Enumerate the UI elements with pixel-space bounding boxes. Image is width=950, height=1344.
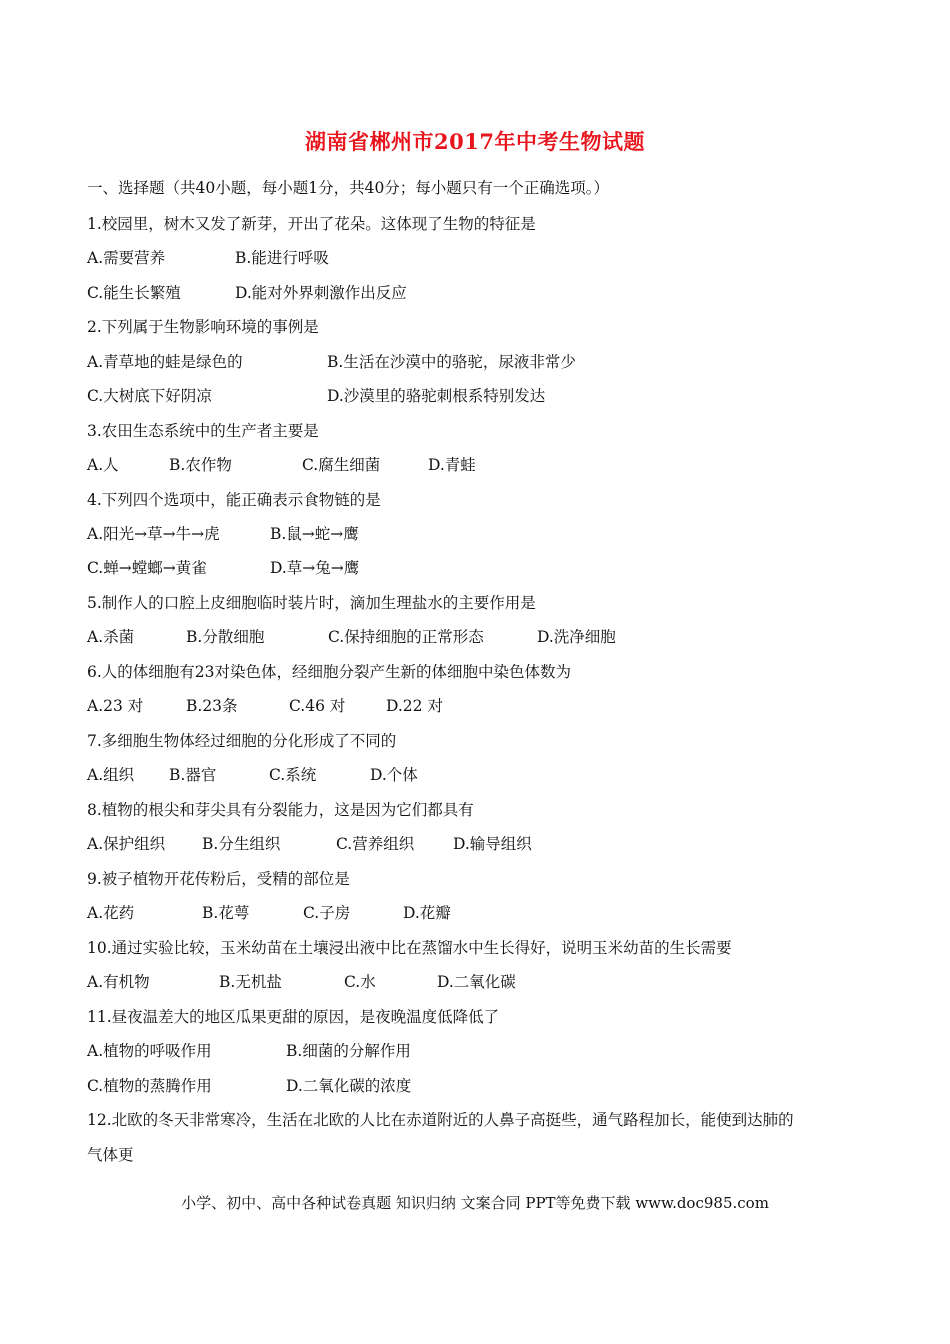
option: C.系统 — [269, 766, 317, 784]
option: C.保持细胞的正常形态 — [328, 628, 484, 646]
option: C.营养组织 — [336, 835, 415, 853]
option: A.青草地的蛙是绿色的 — [87, 353, 243, 371]
option: A.人 — [87, 456, 119, 474]
question-stem: 10.通过实验比较，玉米幼苗在土壤浸出液中比在蒸馏水中生长得好，说明玉米幼苗的生长需要 — [87, 939, 732, 957]
option: C.腐生细菌 — [302, 456, 381, 474]
option: A.花药 — [87, 904, 135, 922]
option: D.二氧化碳的浓度 — [286, 1077, 412, 1095]
option: D.输导组织 — [453, 835, 532, 853]
option: A.有机物 — [87, 973, 150, 991]
option: A.植物的呼吸作用 — [87, 1042, 212, 1060]
option: B.器官 — [169, 766, 217, 784]
question-stem: 4.下列四个选项中，能正确表示食物链的是 — [87, 491, 381, 509]
page-title: 湖南省郴州市2017年中考生物试题 — [305, 129, 645, 154]
option: B.细菌的分解作用 — [286, 1042, 411, 1060]
question-stem: 9.被子植物开花传粉后，受精的部位是 — [87, 870, 350, 888]
option: B.花萼 — [202, 904, 250, 922]
option: C.蝉→螳螂→黄雀 — [87, 559, 207, 577]
option: C.子房 — [303, 904, 351, 922]
question-stem: 5.制作人的口腔上皮细胞临时装片时，滴加生理盐水的主要作用是 — [87, 594, 536, 612]
option: A.需要营养 — [87, 249, 166, 267]
option: B.农作物 — [169, 456, 232, 474]
question-stem: 11.昼夜温差大的地区瓜果更甜的原因，是夜晚温度低降低了 — [87, 1008, 500, 1026]
question-stem: 6.人的体细胞有23对染色体，经细胞分裂产生新的体细胞中染色体数为 — [87, 663, 572, 681]
option: B.生活在沙漠中的骆驼，尿液非常少 — [327, 353, 576, 371]
option: C.水 — [344, 973, 376, 991]
option: A.组织 — [87, 766, 135, 784]
question-stem: 1.校园里，树木又发了新芽，开出了花朵。这体现了生物的特征是 — [87, 215, 536, 233]
option: D.沙漠里的骆驼刺根系特别发达 — [327, 387, 546, 405]
option: A.23 对 — [87, 697, 144, 715]
option: D.个体 — [370, 766, 418, 784]
option: D.花瓣 — [403, 904, 451, 922]
question-stem: 12.北欧的冬天非常寒冷，生活在北欧的人比在赤道附近的人鼻子高挺些，通气路程加长，能使到达肺的 — [87, 1111, 794, 1129]
option: D.二氧化碳 — [437, 973, 516, 991]
question-stem: 7.多细胞生物体经过细胞的分化形成了不同的 — [87, 732, 397, 750]
page-footer: 小学、初中、高中各种试卷真题 知识归纳 文案合同 PPT等免费下载 www.doc985.com — [181, 1194, 769, 1212]
option: B.鼠→蛇→鹰 — [270, 525, 359, 543]
section-header: 一、选择题（共40小题，每小题1分，共40分；每小题只有一个正确选项。） — [87, 179, 610, 197]
option: B.分散细胞 — [186, 628, 265, 646]
question-stem-continued: 气体更 — [87, 1146, 134, 1164]
question-stem: 3.农田生态系统中的生产者主要是 — [87, 422, 319, 440]
option: A.保护组织 — [87, 835, 166, 853]
option: B.分生组织 — [202, 835, 281, 853]
option: B.23条 — [186, 697, 238, 715]
option: C.46 对 — [289, 697, 346, 715]
option: B.能进行呼吸 — [235, 249, 329, 267]
question-stem: 8.植物的根尖和芽尖具有分裂能力，这是因为它们都具有 — [87, 801, 474, 819]
option: D.洗净细胞 — [537, 628, 616, 646]
option: D.22 对 — [386, 697, 443, 715]
option: C.能生长繁殖 — [87, 284, 181, 302]
option: B.无机盐 — [219, 973, 282, 991]
option: D.能对外界刺激作出反应 — [235, 284, 407, 302]
option: D.草→兔→鹰 — [270, 559, 360, 577]
option: C.植物的蒸腾作用 — [87, 1077, 212, 1095]
option: A.杀菌 — [87, 628, 135, 646]
option: C.大树底下好阴凉 — [87, 387, 212, 405]
question-stem: 2.下列属于生物影响环境的事例是 — [87, 318, 319, 336]
option: A.阳光→草→牛→虎 — [87, 525, 220, 543]
option: D.青蛙 — [428, 456, 476, 474]
